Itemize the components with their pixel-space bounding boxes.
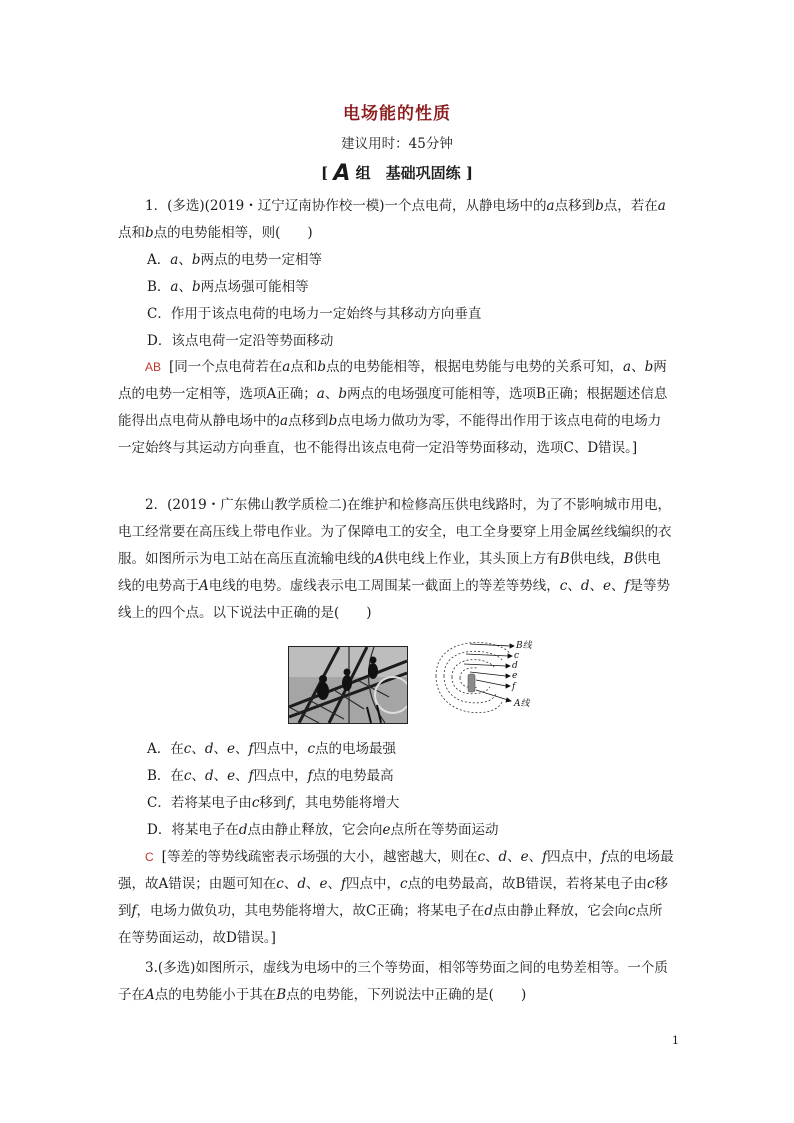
text-segment: 点的电势能相等，则( ) [153,225,313,241]
variable-text: b [595,198,604,214]
text-segment: 、 [191,768,205,784]
variable-text: a [280,413,289,429]
text-segment: C．若将某电子由 [147,795,252,811]
text-segment: B． [147,279,171,295]
text-segment: 1．(多选)(2019・辽宁辽南协作校一模)一个点电荷，从静电场中的 [145,198,547,214]
text-segment: 四点中， [547,849,602,865]
text-segment: 、 [610,578,625,594]
q2-answer: C [145,850,154,864]
equipotential-diagram-svg [430,636,550,716]
text-segment: 点的电场最强 [315,741,397,757]
text-segment: 、 [213,741,227,757]
variable-text: d [484,903,493,919]
variable-text: b [328,413,338,429]
text-segment: 点由静止释放，它会向 [247,822,383,838]
text-segment: 、 [507,849,521,865]
variable-text: A [374,551,385,567]
text-segment: 点和 [118,225,145,241]
q2-stem [118,492,674,627]
variable-text: b [317,359,327,375]
q2-solution [118,844,674,952]
text-segment: 点所在等势面运动 [390,822,499,838]
text-segment: 3.(多选)如图所示，虚线为电场中的三个等势面，相邻等势面之间的电势差相等。一个质子在 [118,960,668,1003]
text-segment: 两点的电势一定相等，选项A正确； [118,359,667,402]
variable-text: d [204,768,214,784]
text-segment: 、 [631,359,645,375]
variable-text: c [183,768,192,784]
q1-explanation [118,359,667,456]
variable-text: a [316,386,325,402]
variable-text: b [191,279,201,295]
text-segment: 、 [234,741,249,757]
q1-answer: AB [145,360,162,374]
q2-option-d [147,820,677,840]
variable-text: d [580,578,590,594]
q1-option-c [147,304,677,324]
text-segment: 电线的电势。虚线表示电工周围某一截面上的等差等势线， [208,578,560,594]
text-segment: A．在 [147,741,184,757]
variable-text: f [286,795,292,811]
q3-stem [118,955,674,1009]
q2-explanation [118,849,674,946]
q1-option-b [147,277,677,297]
label-c: c [514,651,520,661]
section-bracket-open: [ [321,164,329,182]
lineman-photo-image [289,647,407,723]
text-segment: 、 [324,386,339,402]
text-segment: 、 [235,768,249,784]
text-segment: 移到 [259,795,287,811]
variable-text: e [227,768,236,784]
variable-text: d [238,822,248,838]
text-segment: 两点的电场强度可能相等，选项B正确；根据题述信息能得出点电荷从静电场中的 [118,386,668,429]
variable-text: f [624,578,630,594]
variable-text: f [307,768,313,784]
variable-text: c [251,795,260,811]
variable-text: c [646,876,655,892]
variable-text: d [498,849,508,865]
text-segment: 点的电势能小于其在 [154,987,277,1003]
suggested-time: 建议用时：45分钟 [341,136,453,152]
label-b-line: B线 [516,641,532,651]
variable-text: b [644,359,654,375]
variable-text: B [623,551,634,567]
variable-text: e [319,876,328,892]
section-bracket-close: ] [465,164,473,182]
label-d: d [512,661,518,671]
variable-text: c [399,876,408,892]
text-segment: ，其电势能将增大 [291,795,400,811]
text-segment: 供电线上作业，其头顶上方有 [384,551,560,567]
variable-text: c [276,876,284,892]
text-segment: D．该点电荷一定沿等势面移动 [147,333,334,349]
variable-text: B [276,987,287,1003]
variable-text: f [542,849,548,865]
variable-text: c [307,741,316,757]
label-f: f [512,682,516,692]
text-segment: A． [147,252,171,268]
text-segment: 、 [485,849,499,865]
text-segment: [等差的等势线疏密表示场强的大小，越密越大，则在 [161,849,478,865]
text-segment: 两点的电势一定相等 [200,252,322,268]
lineman-photo [288,646,408,724]
text-segment: 、 [589,578,603,594]
variable-text: a [623,359,632,375]
text-segment: 四点中， [253,768,308,784]
text-segment: 、 [213,768,228,784]
text-segment: 点电场力做功为零，不能得出作用于该点电荷的电场力一定始终与其运动方向垂直，也不能得出该点电荷一定沿等势面移动，选项C、D错误。] [118,413,662,456]
text-segment: 点所在等势面运动，故D错误。] [118,903,663,946]
text-segment: 点，若在 [603,198,658,214]
text-segment: 四点中， [253,741,308,757]
text-segment: 、 [178,279,192,295]
variable-text: b [145,225,154,241]
text-segment: 四点中， [345,876,400,892]
text-segment: 点的电势最高，故B错误，若将某电子由 [407,876,647,892]
variable-text: a [657,198,666,214]
variable-text: f [248,768,254,784]
variable-text: A [145,987,155,1003]
text-segment: C．作用于该点电荷的电场力一定始终与其移动方向垂直 [147,306,482,322]
variable-text: f [340,876,346,892]
text-segment: 点的电势能，下列说法中正确的是( ) [286,987,527,1003]
variable-text: a [170,279,179,295]
text-segment: ，电场力做负功，其电势能将增大，故C正确；将某电子在 [136,903,485,919]
variable-text: e [226,741,235,757]
variable-text: a [170,252,179,268]
text-segment: 、 [327,876,341,892]
equipotential-diagram [430,636,550,716]
text-segment: 点和 [290,359,318,375]
q1-stem [118,193,674,247]
text-segment: 移到 [118,876,669,919]
text-segment: 点的电场最强，故A错误；由题可知在 [118,849,674,892]
variable-text: A [199,578,209,594]
variable-text: a [546,198,555,214]
text-segment: 是等势线上的四个点。以下说法中正确的是( ) [118,578,670,621]
variable-text: e [520,849,529,865]
variable-text: d [297,876,306,892]
q1-option-d [147,331,677,351]
page-title: 电场能的性质 [343,104,451,124]
page-number: 1 [672,1034,679,1047]
variable-text: B [559,551,570,567]
text-segment: 、 [191,741,205,757]
text-segment: 、 [567,578,581,594]
text-segment: D．将某电子在 [147,822,239,838]
text-segment: 点移到 [554,198,596,214]
text-segment: 、 [178,252,192,268]
text-segment: 、 [283,876,298,892]
label-a-line: A线 [514,699,530,709]
variable-text: c [559,578,568,594]
text-segment: 两点场强可能相等 [200,279,309,295]
text-segment: 2．(2019・广东佛山教学质检二)在维护和检修高压供电线路时，为了不影响城市用电，电工经常要在高压线上带电作业。为了保障电工的安全，电工全身要穿上用金属丝线编织的衣服。如图所示为电工站在高压直流输电线的 [118,497,672,567]
text-segment: 供电线， [569,551,624,567]
text-segment: 点的电势能相等，根据电势能与电势的关系可知， [326,359,624,375]
variable-text: e [602,578,611,594]
text-segment: 点的电势最高 [312,768,394,784]
q2-option-c [147,793,677,813]
q2-option-b [147,766,677,786]
q1-option-a [147,250,677,270]
text-segment: [同一个点电荷若在 [169,359,283,375]
text-segment: 供电线的电势高于 [118,551,661,594]
variable-text: a [282,359,291,375]
label-e: e [512,671,518,681]
section-letter: A [333,161,351,186]
variable-text: b [338,386,347,402]
variable-text: b [191,252,201,268]
text-segment: B．在 [147,768,184,784]
section-heading [0,161,794,186]
q1-solution [118,354,674,462]
variable-text: f [131,903,137,919]
variable-text: f [601,849,607,865]
q2-option-a [147,739,677,759]
variable-text: c [628,903,636,919]
variable-text: f [248,741,254,757]
variable-text: c [477,849,486,865]
section-label: 组 基础巩固练 [355,164,461,182]
text-segment: 、 [305,876,320,892]
variable-text: e [382,822,391,838]
variable-text: c [183,741,192,757]
text-segment: 点由静止释放，它会向 [493,903,628,919]
text-segment: 点移到 [288,413,329,429]
text-segment: 、 [528,849,543,865]
variable-text: d [204,741,214,757]
